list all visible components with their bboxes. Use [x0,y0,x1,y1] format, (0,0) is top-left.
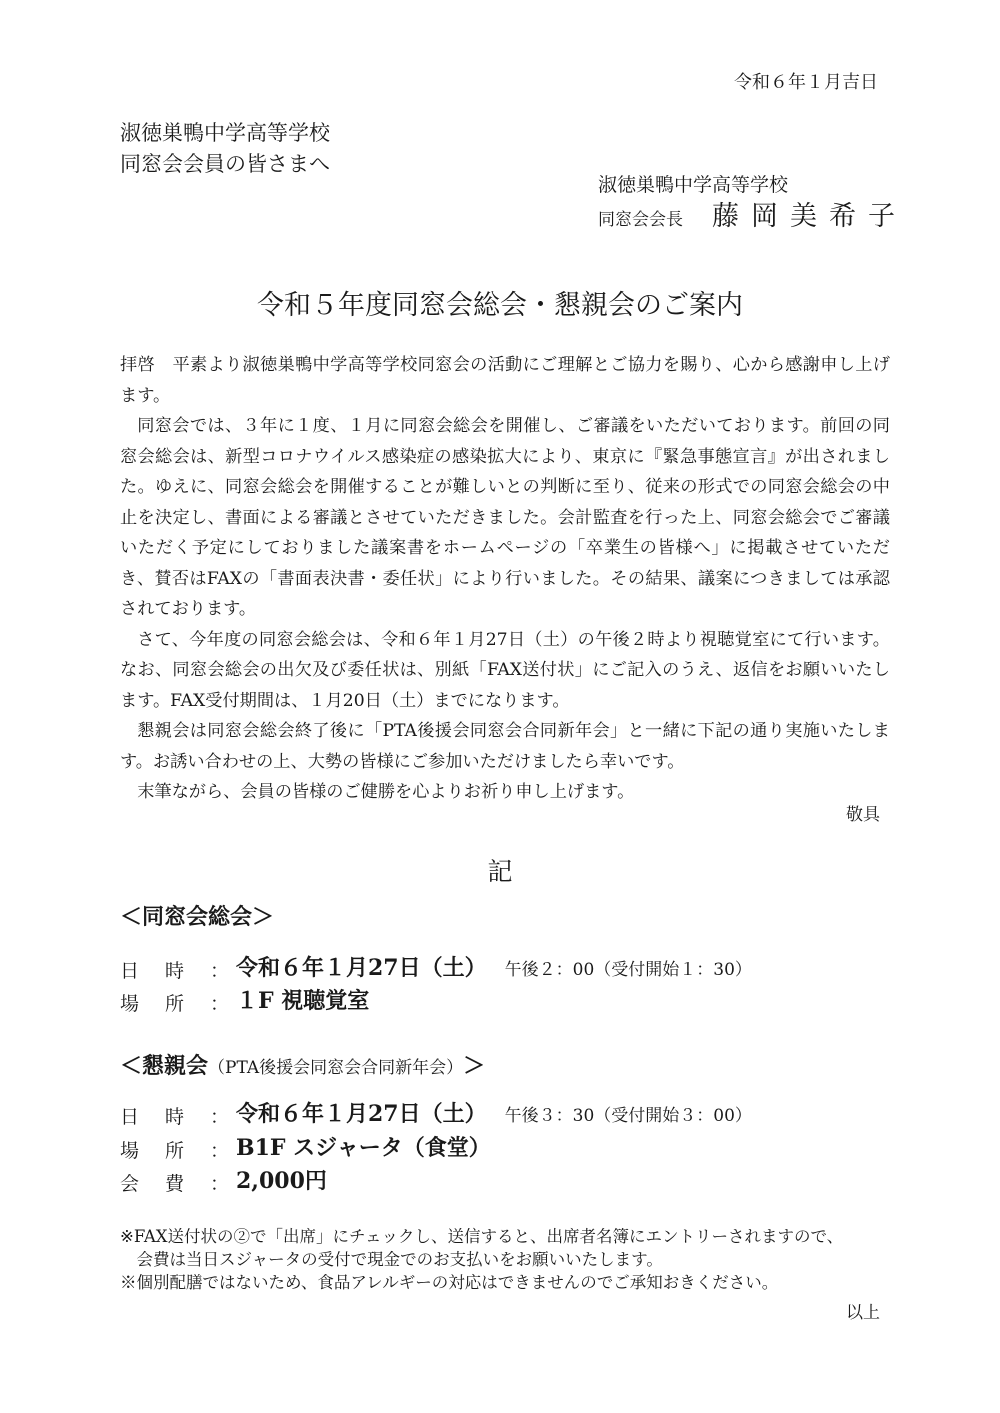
colon: ： [210,1173,230,1195]
heading-sub: （PTA後援会同窓会合同新年会） [208,1058,464,1078]
ki-heading: 記 [487,857,513,886]
heading-main: ＜懇親会 [120,1053,209,1079]
colon: ： [210,993,230,1015]
date-value: 令和６年１月27日（土） [236,955,487,981]
colon: ： [210,960,230,982]
recipient-group: 同窓会会員の皆さまへ [120,152,330,176]
general-meeting-place: １F 視聴覚室 [236,988,370,1014]
colon: ： [210,1140,230,1162]
colon: ： [210,1106,230,1128]
note-line: 会費は当日スジャータの受付で現金でのお支払いをお願いいたします。 [136,1250,663,1269]
social-gathering-heading [120,1049,485,1080]
letter-body [120,350,890,808]
time-value: 午後２：00（受付開始１：30） [504,960,752,980]
time-value: 午後３：30（受付開始３：00） [504,1106,752,1126]
general-meeting-heading: ＜同窓会総会＞ [120,904,275,930]
body-paragraph: さて、今年度の同窓会総会は、令和６年１月27日（土）の午後２時より視聴覚室にて行います。なお、同窓会総会の出欠及び委任状は、別紙「FAX送付状」にご記入のうえ、返信をお願いいたします。FAX受付期間は、１月20日（土）までになります。 [120,629,890,711]
fee-label: 会費 [120,1173,211,1195]
document-title: 令和５年度同窓会総会・懇親会のご案内 [257,290,743,321]
date-label: 日時 [120,1106,211,1128]
note-line: ※FAX送付状の②で「出席」にチェックし、送信すると、出席者名簿にエントリーされますので、 [120,1227,844,1246]
social-gathering-place: B1F スジャータ（食堂） [236,1135,491,1161]
place-label: 場所 [120,993,211,1015]
sender-school: 淑徳巣鴨中学高等学校 [598,174,789,196]
general-meeting-date [236,951,752,982]
body-paragraph: 同窓会では、３年に１度、１月に同窓会総会を開催し、ご審議をいただいております。前回の同窓会総会は、新型コロナウイルス感染症の感染拡大により、東京に『緊急事態宣言』が出されました。ゆえに、同窓会総会を開催することが難しいとの判断に至り、従来の形式での同窓会総会の中止を決定し、書面による審議とさせていただきました。会計監査を行った上、同窓会総会でご審議いただく予定にしておりました議案書をホームページの「卒業生の皆様へ」に掲載させていただき、賛否はFAXの「書面表決書・委任状」により行いました。その結果、議案につきましては承認されております。 [120,416,890,619]
place-label: 場所 [120,1140,211,1162]
heading-end: ＞ [463,1053,486,1079]
fee-value: 2,000円 [236,1168,327,1194]
issue-date: 令和６年１月吉日 [734,72,878,93]
sender-title: 同窓会会長 [598,210,683,230]
notes [120,1225,900,1294]
body-paragraph: 拝啓 平素より淑徳巣鴨中学高等学校同窓会の活動にご理解とご協力を賜り、心から感謝申し上げます。 [120,355,890,406]
social-gathering-date [236,1097,752,1128]
date-value: 令和６年１月27日（土） [236,1101,487,1127]
recipient-school: 淑徳巣鴨中学高等学校 [120,121,330,145]
body-paragraph: 末筆ながら、会員の皆様のご健勝を心よりお祈り申し上げます。 [137,782,635,802]
note-line: ※個別配膳ではないため、食品アレルギーの対応はできませんのでご承知おきください。 [120,1273,779,1292]
date-label: 日時 [120,960,211,982]
closing-keigu: 敬具 [846,805,880,825]
body-paragraph: 懇親会は同窓会総会終了後に「PTA後援会同窓会合同新年会」と一緒に下記の通り実施いたします。お誘い合わせの上、大勢の皆様にご参加いただけましたら幸いです。 [120,721,890,772]
closing-ijo: 以上 [846,1303,880,1323]
sender-name: 藤岡美希子 [712,201,907,232]
